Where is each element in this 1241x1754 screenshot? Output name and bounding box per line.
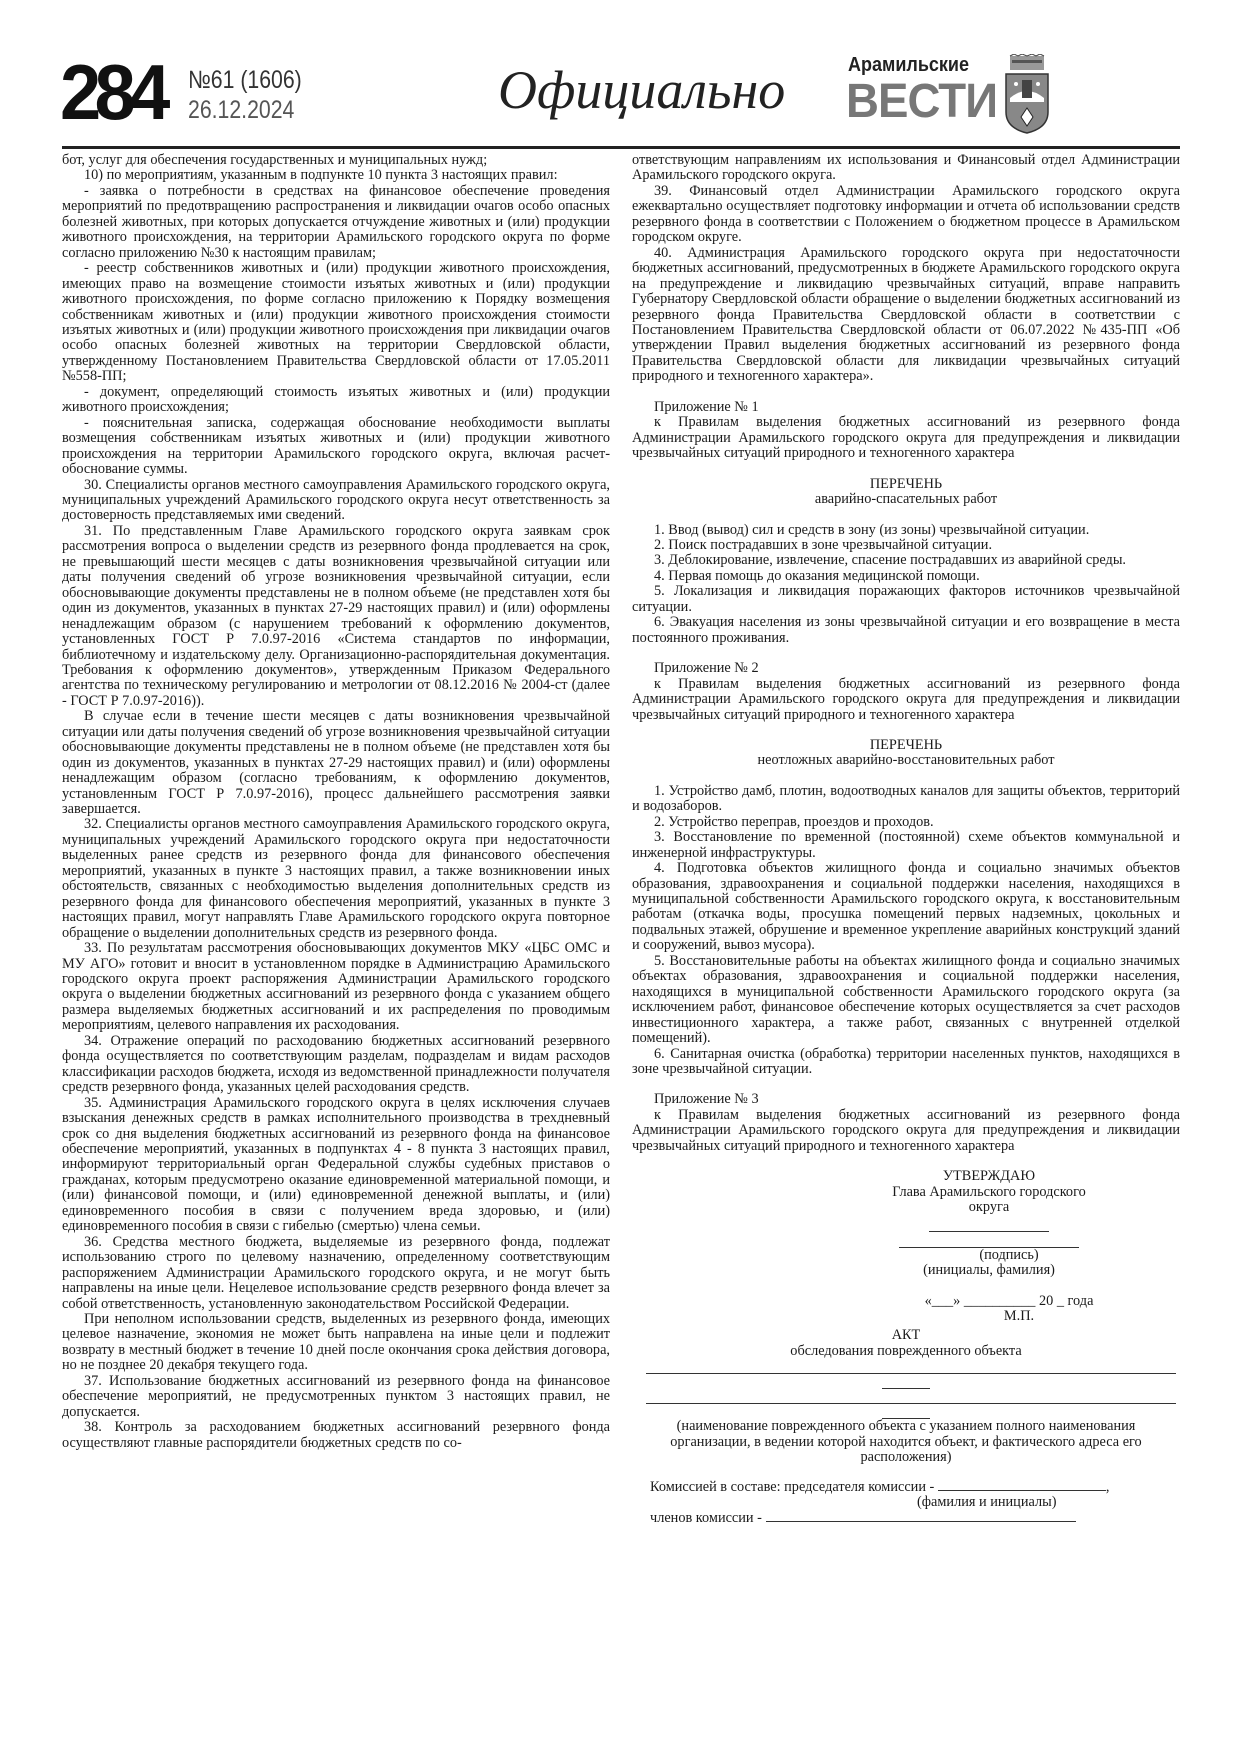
- logo-main-text: ВЕСТИ: [846, 75, 998, 128]
- list-item: 6. Санитарная очистка (обработка) территории населенных пунктов, находящихся в зоне чрезвычайной ситуации.: [632, 1045, 1180, 1078]
- stamp-label: М.П.: [1003, 1308, 1035, 1324]
- act-subtitle: обследования поврежденного объекта: [790, 1342, 1022, 1359]
- paragraph: бот, услуг для обеспечения государственных и муниципальных нужд;: [62, 152, 488, 168]
- object-name-line-end: [882, 1374, 930, 1389]
- left-column: [62, 153, 610, 1451]
- spacer: [632, 1077, 1180, 1092]
- paragraph: 39. Финансовый отдел Администрации Арамильского городского округа ежеквартально осуществляет подготовку информации и отчета об использовании средств резервного фонда в соответствии с Положением о бюджетном процессе в Арамильском городском округе.: [632, 182, 1180, 246]
- chairman-field[interactable]: [938, 1490, 1106, 1491]
- name-caption: (инициалы, фамилия): [923, 1262, 1055, 1279]
- issue-date: 26.12.2024: [188, 96, 295, 124]
- spacer: [632, 646, 1180, 661]
- paragraph: - заявка о потребности в средствах на финансовое обеспечение проведения мероприятий по предотвращению распространения и ликвидации очагов особо опасных болезней животных, при которых допускается отчуждение животных и (или) продукции животного происхождения, на территории Арамильского городского округа по форме согласно приложению №30 к настоящим правилам;: [62, 182, 610, 261]
- section-title: Официально: [498, 60, 786, 120]
- paragraph: 10) по мероприятиям, указанным в подпункте 10 пункта 3 настоящих правил:: [84, 167, 558, 184]
- commission-caption: (фамилия и инициалы): [917, 1494, 1057, 1511]
- members-label: членов комиссии -: [650, 1509, 762, 1526]
- paragraph: 32. Специалисты органов местного самоуправления Арамильского городского округа, муниципальных учреждений Арамильского городского округа при недостаточности выделенных ранее средств из резервного фонда для финансового обеспечения мероприятий, указанных в пункте 3 настоящих правил, а также возникновении иных обстоятельств, связанных с необходимостью выделения дополнительных средств из резервного фонда для финансового обеспечения мероприятий, указанных в пункте 3 настоящих правил, могут направлять Главе Арамильского городского округа повторное обращение о выделении дополнительных средств из резервного фонда.: [62, 816, 610, 941]
- list-item: 4. Первая помощь до оказания медицинской помощи.: [654, 567, 980, 584]
- appendix-label: Приложение № 3: [654, 1091, 759, 1108]
- paragraph: 36. Средства местного бюджета, выделяемые из резервного фонда, подлежат использованию строго по целевому назначению, определенному соответствующим распоряжением Администрации Арамильского городского округа, и не могут быть направлены на иные цели. Нецелевое использование средств резервного фонда влечет за собой ответственность, установленную законодательством Российской Федерации.: [62, 1233, 610, 1312]
- object-address-line-end: [882, 1404, 930, 1419]
- appendix-description: к Правилам выделения бюджетных ассигнований из резервного фонда Администрации Арамильского городского округа для предупреждения и ликвидации чрезвычайных ситуаций природного и техногенного характера: [632, 675, 1180, 723]
- paragraph: - пояснительная записка, содержащая обоснование необходимости выплаты возмещения собственникам изъятых животных и (или) продукции животного происхождения на территории Арамильского городского округа, включая расчет-обоснование суммы.: [62, 414, 610, 478]
- signature-caption: (подпись): [979, 1246, 1039, 1263]
- right-column: ответствующим направлениям их использования и Финансовый отдел Администрации Арамильского городского округа. 39. Финансовый отдел Администрации Арамильского городского округа ежеквартально осуществляет подготовку информации и отчета об использовании средств резервного фонда в соответствии с Положением о бюджетном процессе в Арамильском городском округе. 40. Администрация Арамильского городского округа при недостаточности бюджетных ассигнований, предусмотренных в бюджете Арамильского городского округа на предупреждение и ликвидацию чрезвычайных ситуаций, вправе направить Губернатору Свердловской области обращение о выделении бюджетных ассигнований из резервного фонда Правительства Свердловской области в соответствии с Постановлением Правительства Свердловской области от 06.07.2022 №435-ПП «Об утверждении Правил выделения бюджетных ассигнований из резервного фонда Правительства Свердловской области для ликвидации чрезвычайных ситуаций природного и техногенного характера». Приложение № 1 к Правилам выделения бюджетных ассигнований из резервного фонда Администрации Арамильского городского округа для предупреждения и ликвидации чрезвычайных ситуаций природного и техногенного характера ПЕРЕЧЕНЬ аварийно-спасательных работ 1. Ввод (вывод) сил и средств в зону (из зоны) чрезвычайной ситуации. 2. Поиск пострадавших в зоне чрезвычайной ситуации. 3. Деблокирование, извлечение, спасение пострадавших из аварийной среды. 4. Первая помощь до оказания медицинской помощи. 5. Локализация и ликвидация поражающих факторов источников чрезвычайной ситуации. 6. Эвакуация населения из зоны чрезвычайной ситуации и его возвращение в места постоянного проживания. Приложение № 2 к Правилам выделения бюджетных ассигнований из резервного фонда Администрации Арамильского городского округа для предупреждения и ликвидации чрезвычайных ситуаций природного и техногенного характера ПЕРЕЧЕНЬ неотложных аварийно-восстановительных работ 1. Устройство дамб, плотин, водоотводных каналов для защиты объектов, территорий и водозаборов. 2. Устройство переправ, проездов и проходов. 3. Восстановление по временной (постоянной) схеме объектов коммунальной и инженерной инфраструктуры. 4. Подготовка объектов жилищного фонда и социально значимых объектов образования, здравоохранения и социальной поддержки населения, находящихся в муниципальной собственности Арамильского городского округа, к восстановительным работам (откачка воды, просушка помещений первых надземных, цокольных и подвальных этажей, обрушение и временное укрепление аварийных конструкций зданий и сооружений, вывоз мусора). 5. Восстановительные работы на объектах жилищного фонда и социально значимых объектах образования, здравоохранения и социальной поддержки населения, находящихся в муниципальной собственности Арамильского городского округа (за исключением работ, финансовое обеспечение которых осуществляется за счет расходов инвестиционного характера, а также работ, связанных с внутренней отделкой помещений). 6. Санитарная очистка (обработка) территории населенных пунктов, находящихся в зоне чрезвычайной ситуации. Приложение № 3 к Правилам выделения бюджетных ассигнований из резервного фонда Администрации Арамильского городского округа для предупреждения и ликвидации чрезвычайных ситуаций природного и техногенного характера УТВЕРЖДАЮ Глава Арамильского городского округа (подпись) (инициалы, фамилия) «___» __________ 20 _ года М.П. АКТ обследования поврежденного объекта (наименование поврежденного объекта с указанием полного наименования организации, в ведении которой находится объект, и фактического адреса его расположения) Комиссией в составе: председателя комиссии - , (фамилия и инициалы) членов комиссии -: [632, 152, 1180, 1526]
- appendix-label: Приложение № 2: [654, 660, 759, 677]
- appendix-description: к Правилам выделения бюджетных ассигнований из резервного фонда Администрации Арамильского городского округа для предупреждения и ликвидации чрезвычайных ситуаций природного и техногенного характера: [632, 414, 1180, 462]
- issue-number: №61 (1606): [188, 66, 302, 94]
- name-line: [899, 1232, 1079, 1248]
- spacer: [632, 385, 1180, 400]
- list-item: 1. Ввод (вывод) сил и средств в зону (из зоны) чрезвычайной ситуации.: [654, 521, 1090, 538]
- spacer: [632, 462, 1180, 477]
- list-item: 4. Подготовка объектов жилищного фонда и социально значимых объектов образования, здравоохранения и социальной поддержки населения, находящихся в муниципальной собственности Арамильского городского округа, к восстановительным работам (откачка воды, просушка помещений первых надземных, цокольных и подвальных этажей, обрушение и временное укрепление аварийных конструкций зданий и сооружений, вывоз мусора).: [632, 860, 1180, 954]
- paragraph: 33. По результатам рассмотрения обосновывающих документов МКУ «ЦБС ОМС и МУ АГО» готовит и вносит в установленном порядке в Администрацию Арамильского городского округа проект распоряжения Администрации Арамильского городского округа о выделении бюджетных ассигнований из резервного фонда с указанием общего размера выделяемых бюджетных ассигнований и их распределения по проводимым мероприятиям, целевого направления их расходования.: [62, 940, 610, 1034]
- list-subtitle: неотложных аварийно-восстановительных работ: [757, 752, 1055, 769]
- spacer: [632, 508, 1180, 523]
- signature-line: [929, 1216, 1049, 1232]
- appendix-description: к Правилам выделения бюджетных ассигнований из резервного фонда Администрации Арамильского городского округа для предупреждения и ликвидации чрезвычайных ситуаций природного и техногенного характера: [632, 1106, 1180, 1154]
- list-item: 5. Локализация и ликвидация поражающих факторов источников чрезвычайной ситуации.: [632, 583, 1180, 615]
- act-title: АКТ: [891, 1327, 921, 1344]
- paragraph: 38. Контроль за расходованием бюджетных ассигнований резервного фонда осуществляют главные распорядители бюджетных средств по со-: [62, 1419, 610, 1451]
- paragraph: - документ, определяющий стоимость изъятых животных и (или) продукции животного происхождения;: [62, 383, 610, 416]
- paragraph: 37. Использование бюджетных ассигнований из резервного фонда на финансовое обеспечение мероприятий, не предусмотренных пунктом 3 настоящих правил, не допускается.: [62, 1372, 610, 1420]
- object-address-line: [646, 1389, 1176, 1404]
- list-item: 3. Деблокирование, извлечение, спасение пострадавших из аварийной среды.: [654, 552, 1126, 569]
- list-item: 1. Устройство дамб, плотин, водоотводных каналов для защиты объектов, территорий и водозаборов.: [632, 782, 1180, 815]
- spacer: [632, 769, 1180, 784]
- object-name-line: [646, 1359, 1176, 1374]
- approval-position-2: округа: [968, 1199, 1010, 1216]
- members-field[interactable]: [766, 1521, 1076, 1522]
- paragraph: 31. По представленным Главе Арамильского городского округа заявкам срок рассмотрения вопроса о выделении средств из резервного фонда продлевается на срок, не превышающий шести месяцев с даты возникновения чрезвычайной ситуации или даты получения сведений об угрозе возникновения чрезвычайной ситуации, если обосновывающие документы представлены не в полном объеме (не представлен хотя бы один из документов, указанных в пунктах 27-29 настоящих правил) и (или) оформлены ненадлежащим образом (с нарушением требований к оформлению документов, установленных ГОСТ Р 7.0.97-2016 «Система стандартов по информации, библиотечному и издательскому делу. Организационно-распорядительная документация. Требования к оформлению документов», утвержденным Приказом Федерального агентства по техническому регулированию и метрологии от 08.12.2016 № 2004-ст (далее - ГОСТ Р 7.0.97-2016)).: [62, 522, 610, 709]
- paragraph: ответствующим направлениям их использования и Финансовый отдел Администрации Арамильского городского округа.: [632, 152, 1180, 184]
- approval-heading: УТВЕРЖДАЮ: [942, 1168, 1036, 1185]
- page-number: 284: [60, 48, 164, 136]
- list-item: 2. Устройство переправ, проездов и проходов.: [654, 813, 934, 830]
- list-item: 3. Восстановление по временной (постоянной) схеме объектов коммунальной и инженерной инфраструктуры.: [632, 829, 1180, 861]
- masthead: [0, 0, 1241, 150]
- commission-label: Комиссией в составе: председателя комиссии -: [650, 1478, 935, 1495]
- list-title: ПЕРЕЧЕНЬ: [869, 475, 943, 492]
- paragraph: 34. Отражение операций по расходованию бюджетных ассигнований резервного фонда осуществляется по соответствующим разделам, подразделам и видам расходов классификации расходов бюджета, исходя из ведомственной принадлежности получателя средств резервного фонда, указанных целей расходования средств.: [62, 1032, 610, 1096]
- paragraph: 40. Администрация Арамильского городского округа при недостаточности бюджетных ассигнований, предусмотренных в бюджете Арамильского городского округа на предупреждение и ликвидацию чрезвычайных ситуаций, вправе направить Губернатору Свердловской области обращение о выделении бюджетных ассигнований из резервного фонда Правительства Свердловской области в соответствии с Постановлением Правительства Свердловской области от 06.07.2022 №435-ПП «Об утверждении Правил выделения бюджетных ассигнований из резервного фонда Правительства Свердловской области для ликвидации чрезвычайных ситуаций природного и техногенного характера».: [632, 244, 1180, 385]
- list-item: 5. Восстановительные работы на объектах жилищного фонда и социально значимых объектах образования, здравоохранения и социальной поддержки населения, находящихся в муниципальной собственности Арамильского городского округа (за исключением работ, финансовое обеспечение которых осуществляется за счет расходов инвестиционного характера, а также работ, связанных с внутренней отделкой помещений).: [632, 952, 1180, 1047]
- header-rule: [62, 146, 1180, 149]
- paragraph: В случае если в течение шести месяцев с даты возникновения чрезвычайной ситуации или даты получения сведений об угрозе возникновения чрезвычайной ситуации обосновывающие документы представлены не в полном объеме (не представлен хотя бы один из документов, указанных в пунктах 27-29 настоящих правил) и (или) оформлены ненадлежащим образом (согласно требованиям, к оформлению документов, установленным ГОСТ Р 7.0.97-2016), процесс дальнейшего рассмотрения заявки завершается.: [62, 708, 611, 818]
- paragraph: - реестр собственников животных и (или) продукции животного происхождения, имеющих право на возмещение стоимости изъятых животных и (или) продукции животного происхождения, по форме согласно приложению к Порядку возмещения собственникам животных и (или) продукции животного происхождения стоимости изъятых животных и (или) продукции животного происхождения при ликвидации очагов особо опасных болезней животных на территории Свердловской области, утвержденному Постановлением Правительства Свердловской области от 17.05.2011 №558-ПП;: [62, 260, 610, 385]
- list-item: 6. Эвакуация населения из зоны чрезвычайной ситуации и его возвращение в места постоянного проживания.: [632, 614, 1180, 646]
- spacer: [632, 723, 1180, 738]
- appendix-label: Приложение № 1: [654, 398, 759, 415]
- list-title: ПЕРЕЧЕНЬ: [869, 736, 943, 753]
- appendix-2: [632, 646, 1180, 1077]
- date-line: «___» __________ 20 _ года: [924, 1292, 1094, 1309]
- coat-of-arms-icon: [1002, 54, 1052, 134]
- paragraph: 30. Специалисты органов местного самоуправления Арамильского городского округа, муниципальных учреждений Арамильского городского округа несут ответственность за достоверность представляемых ими сведений.: [62, 476, 610, 524]
- act-caption: (наименование поврежденного объекта с указанием полного наименования организации, в ведении которой находится объект, и фактического адреса его расположения): [670, 1418, 1142, 1466]
- logo-top-text: Арамильские: [848, 54, 969, 76]
- paragraph: 35. Администрация Арамильского городского округа в целях исключения случаев взыскания денежных средств в рамках исполнительного производства в трехдневный срок со дня выделения бюджетных ассигнований из резервного фонда на финансовое обеспечение мероприятий, указанных в подпунктах 4 - 8 пункта 3 настоящих правил, информируют территориальный орган Федеральной службы судебных приставов о гражданах, которым предусмотрено оказание единовременной материальной помощи, и (или) финансовой помощи, и (или) единовременной денежной выплаты, и (или) единовременного пособия в связи с получением вреда здоровью, и (или) единовременного пособия в связи с гибелью (смертью) члена семьи.: [62, 1094, 610, 1235]
- paragraph: При неполном использовании средств, выделенных из резервного фонда, имеющих целевое назначение, экономия не может быть направлена на иные цели и подлежит возврату в местный бюджет в течение 10 дней после окончания срока действия договора, но не позднее 20 декабря текущего года.: [62, 1310, 610, 1374]
- appendix-1: [632, 385, 1180, 646]
- list-subtitle: аварийно-спасательных работ: [814, 491, 998, 508]
- approval-position: Глава Арамильского городского: [892, 1183, 1086, 1200]
- appendix-3: [632, 1077, 1180, 1154]
- approval-block: [864, 1169, 1114, 1324]
- list-item: 2. Поиск пострадавших в зоне чрезвычайной ситуации.: [654, 536, 993, 553]
